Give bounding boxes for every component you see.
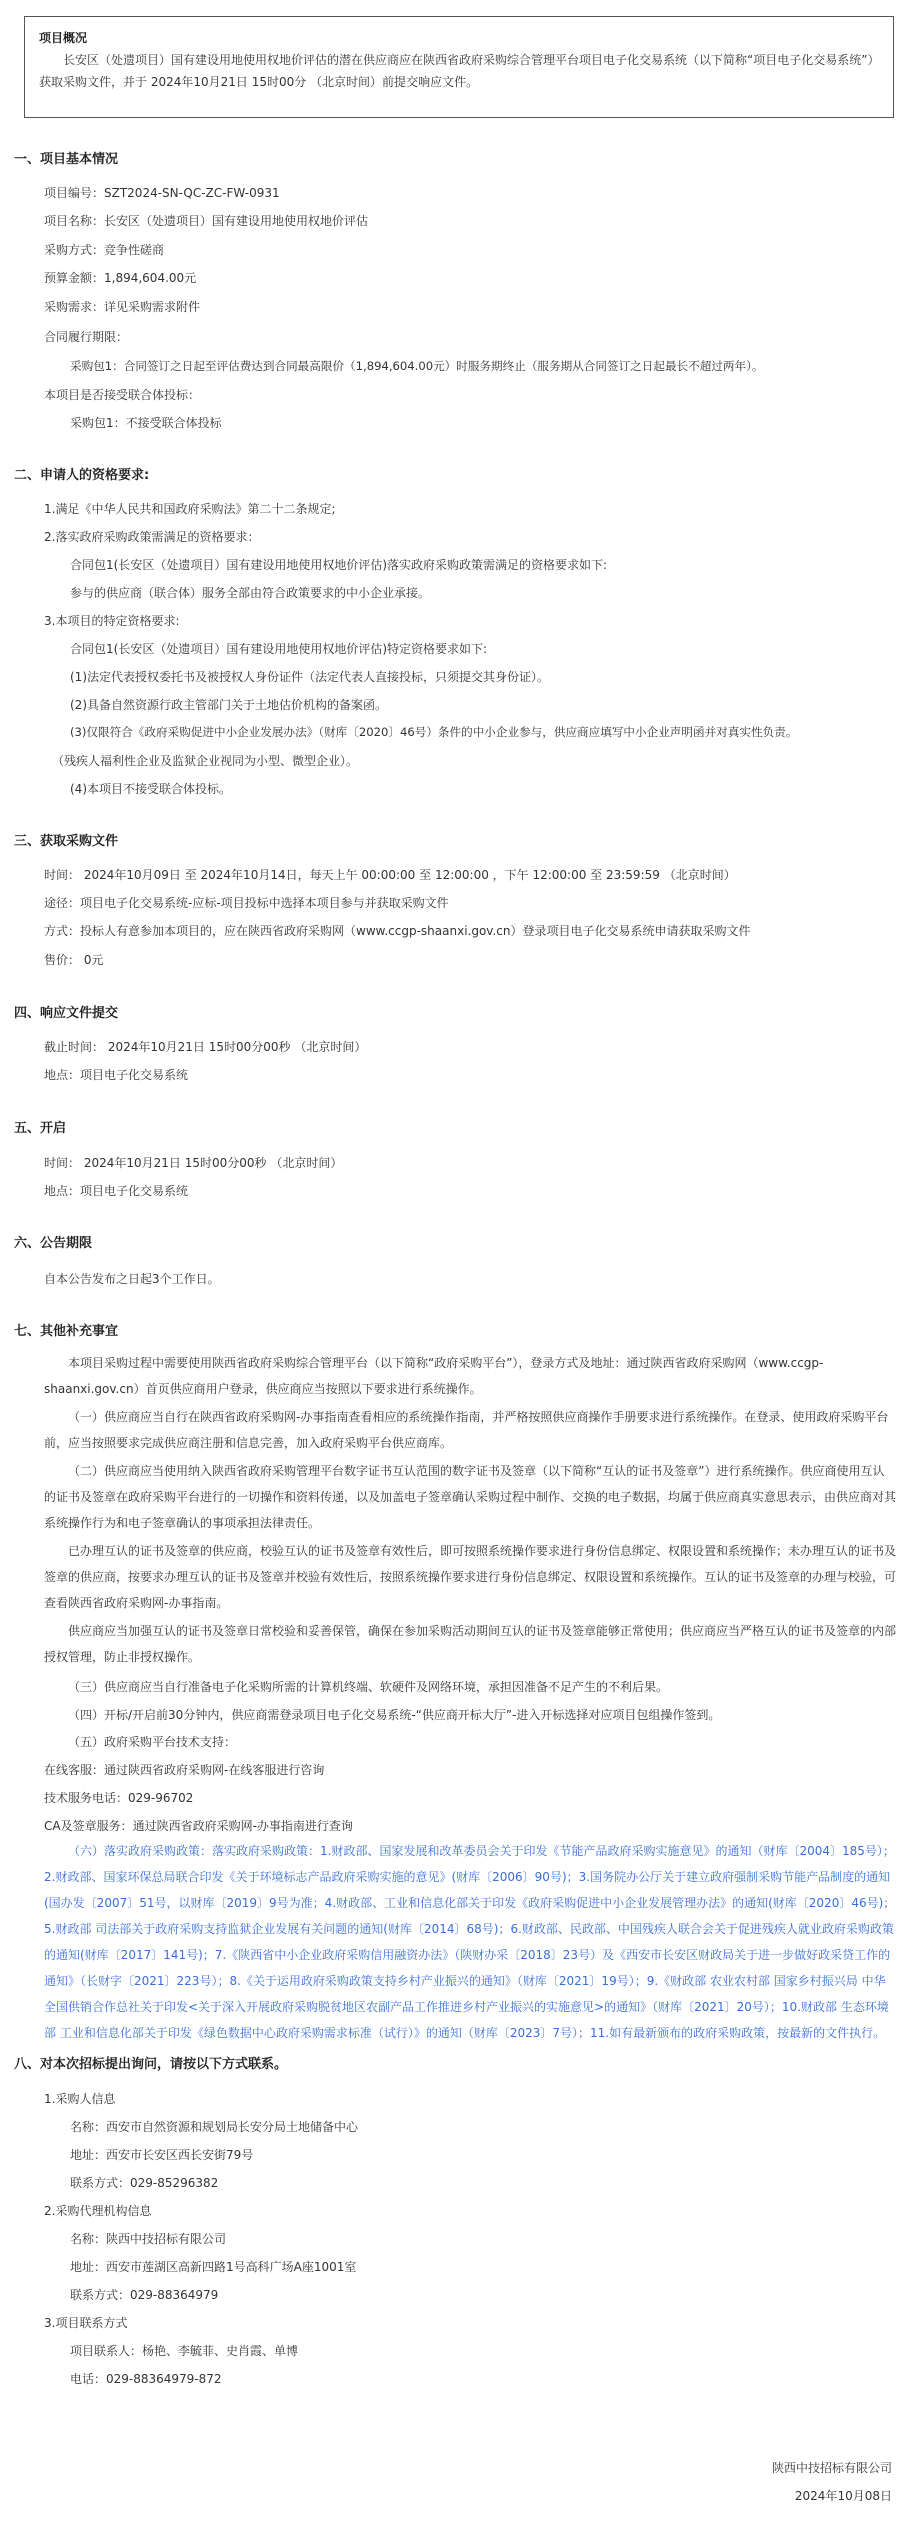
tech-phone: 技术服务电话：029-96702 bbox=[44, 1791, 194, 1805]
contract-term-detail: 采购包1：合同签订之日起至评估费达到合同最高限价（1,894,604.00元）时服务期终止（服务期从合同签订之日起最长不超过两年）。 bbox=[70, 359, 764, 373]
ca-service: CA及签章服务：通过陕西省政府采购网-办事指南进行查询 bbox=[44, 1819, 353, 1833]
contract-term-label: 合同履行期限： bbox=[44, 330, 129, 344]
section-6-title: 六、公告期限 bbox=[14, 1236, 93, 1251]
project-overview-box bbox=[24, 16, 894, 118]
req-2a: 合同包1(长安区（处遗项目）国有建设用地使用权地价评估)落实政府采购政策需满足的资格要求如下: bbox=[70, 558, 608, 572]
agency-phone: 联系方式：029-88364979 bbox=[70, 2288, 219, 2302]
opening-place: 地点：项目电子化交易系统 bbox=[44, 1184, 189, 1198]
signature-date: 2024年10月08日 bbox=[794, 2489, 892, 2503]
agency-address: 地址：西安市莲湖区高新四路1号高科广场A座1001室 bbox=[70, 2260, 357, 2274]
section-7-title: 七、其他补充事宜 bbox=[14, 1324, 119, 1339]
project-contact-heading: 3.项目联系方式 bbox=[44, 2316, 128, 2330]
online-service: 在线客服：通过陕西省政府采购网-在线客服进行咨询 bbox=[44, 1763, 325, 1777]
section-3-title: 三、获取采购文件 bbox=[14, 834, 119, 849]
req-3: 3.本项目的特定资格要求: bbox=[44, 614, 180, 628]
req-3e: （残疾人福利性企业及监狱企业视同为小型、微型企业）。 bbox=[52, 754, 359, 768]
req-3d: (3)仅限符合《政府采购促进中小企业发展办法》（财库〔2020〕46号）条件的中小企业参与，供应商应填写中小企业声明函并对真实性负责。 bbox=[70, 725, 798, 739]
req-3a: 合同包1(长安区（处遗项目）国有建设用地使用权地价评估)特定资格要求如下: bbox=[70, 642, 488, 656]
notice-period: 自本公告发布之日起3个工作日。 bbox=[44, 1272, 220, 1286]
purchaser-address: 地址：西安市长安区西长安街79号 bbox=[70, 2148, 254, 2162]
submit-deadline: 截止时间： 2024年10月21日 15时00分00秒 （北京时间） bbox=[44, 1040, 367, 1054]
req-2b: 参与的供应商（联合体）服务全部由符合政策要求的中小企业承接。 bbox=[70, 586, 431, 600]
purchaser-phone: 联系方式：029-85296382 bbox=[70, 2176, 219, 2190]
supplement-p7: （四）开标/开启前30分钟内，供应商需登录项目电子化交易系统-“供应商开标大厅”-进入开标选择对应项目包组操作签到。 bbox=[68, 1708, 721, 1722]
project-contact-persons: 项目联系人：杨艳、李毓菲、史肖霞、单博 bbox=[70, 2344, 299, 2358]
supplement-p4: 已办理互认的证书及签章的供应商，校验互认的证书及签章有效性后，即可按照系统操作要求进行身份信息绑定、权限设置和系统操作；未办理互认的证书及签章的供应商，按要求办理互认的证书及签章并校验有效性后，按照系统操作要求进行身份信息绑定、权限设置和系统操作。互认的证书及签章的办理与校验，可查看陕西省政府采购网-办事指南。 bbox=[44, 1544, 897, 1610]
agency-info-heading: 2.采购代理机构信息 bbox=[44, 2204, 152, 2218]
joint-bid-detail: 采购包1：不接受联合体投标 bbox=[70, 416, 222, 430]
submit-place: 地点：项目电子化交易系统 bbox=[44, 1068, 189, 1082]
acquire-channel: 途径：项目电子化交易系统-应标-项目投标中选择本项目参与并获取采购文件 bbox=[44, 896, 449, 910]
acquire-time: 时间： 2024年10月09日 至 2024年10月14日，每天上午 00:00:00 至 12:00:00 ，下午 12:00:00 至 23:59:59 （北京时间） bbox=[44, 868, 736, 882]
overview-title: 项目概况 bbox=[39, 31, 88, 45]
req-2: 2.落实政府采购政策需满足的资格要求： bbox=[44, 530, 260, 544]
project-name: 项目名称：长安区（处遗项目）国有建设用地使用权地价评估 bbox=[44, 214, 369, 228]
section-4-title: 四、响应文件提交 bbox=[14, 1006, 119, 1021]
policy-implementation: （六）落实政府采购政策：落实政府采购政策：1.财政部、国家发展和改革委员会关于印发《节能产品政府采购实施意见》的通知（财库〔2004〕185号）；2.财政部、国家环保总局联合印发《关于环境标志产品政府采购实施的意见》(财库〔2006〕90号)；3.国务院办公厅关于建立政府强制采购节能产品制度的通知(国办发〔2007〕51号，以财库〔2019〕9号为准；4.财政部、工业和信息化部关于印发《政府采购促进中小企业发展管理办法》的通知(财库〔2020〕46号)；5.财政部 司法部关于政府采购支持监狱企业发展有关问题的通知(财库〔2014〕68号)；6.财政部、民政部、中国残疾人联合会关于促进残疾人就业政府采购政策的通知(财库〔2017〕141号)；7.《陕西省中小企业政府采购信用融资办法》（陕财办采〔2018〕23号）及《西安市长安区财政局关于进一步做好政采贷工作的通知》（长财字〔2021〕223号）；8.《关于运用政府采购政策支持乡村产业振兴的通知》（财库〔2021〕19号）；9.《财政部 农业农村部 国家乡村振兴局 中华全国供销合作总社关于印发<关于深入开展政府采购脱贫地区农副产品工作推进乡村产业振兴的实施意见>的通知》（财库〔2021〕20号）；10.财政部 生态环境部 工业和信息化部关于印发《绿色数据中心政府采购需求标准（试行）》的通知（财库〔2023〕7号）；11.如有最新颁布的政府采购政策，按最新的文件执行。 bbox=[44, 1844, 896, 2040]
acquire-price: 售价： 0元 bbox=[44, 953, 104, 967]
budget-amount: 预算金额：1,894,604.00元 bbox=[44, 271, 197, 285]
section-8-title: 八、对本次招标提出询问，请按以下方式联系。 bbox=[14, 2057, 288, 2072]
signature-company: 陕西中技招标有限公司 bbox=[771, 2461, 892, 2475]
supplement-p1: 本项目采购过程中需要使用陕西省政府采购综合管理平台（以下简称“政府采购平台”），登录方式及地址：通过陕西省政府采购网（www.ccgp-shaanxi.gov.cn）首页供应商用户登录，供应商应当按照以下要求进行系统操作。 bbox=[44, 1356, 824, 1396]
req-3c: (2)具备自然资源行政主管部门关于土地估价机构的备案函。 bbox=[70, 698, 388, 712]
purchaser-name: 名称：西安市自然资源和规划局长安分局土地储备中心 bbox=[70, 2120, 359, 2134]
acquire-way: 方式：投标人有意参加本项目的，应在陕西省政府采购网（www.ccgp-shaanxi.gov.cn）登录项目电子化交易系统申请获取采购文件 bbox=[44, 924, 751, 938]
supplement-p3: （二）供应商应当使用纳入陕西省政府采购管理平台数字证书互认范围的数字证书及签章（以下简称“互认的证书及签章”）进行系统操作。供应商使用互认的证书及签章在政府采购平台进行的一切操作和资料传递，以及加盖电子签章确认采购过程中制作、交换的电子数据，均属于供应商真实意思表示，由供应商对其系统操作行为和电子签章确认的事项承担法律责任。 bbox=[44, 1464, 897, 1530]
purchaser-info-heading: 1.采购人信息 bbox=[44, 2092, 116, 2106]
req-1: 1.满足《中华人民共和国政府采购法》第二十二条规定; bbox=[44, 502, 336, 516]
section-5-title: 五、开启 bbox=[14, 1121, 67, 1136]
agency-name: 名称：陕西中技招标有限公司 bbox=[70, 2232, 227, 2246]
req-3b: (1)法定代表授权委托书及被授权人身份证件（法定代表人直接投标，只须提交其身份证）。 bbox=[70, 670, 550, 684]
section-2-title: 二、申请人的资格要求: bbox=[14, 468, 150, 483]
joint-bid-label: 本项目是否接受联合体投标： bbox=[44, 388, 201, 402]
procurement-demand: 采购需求：详见采购需求附件 bbox=[44, 300, 201, 314]
project-contact-phone: 电话：029-88364979-872 bbox=[70, 2372, 222, 2386]
section-1-title: 一、项目基本情况 bbox=[14, 152, 119, 167]
req-3f: (4)本项目不接受联合体投标。 bbox=[70, 782, 231, 796]
supplement-p6: （三）供应商应当自行准备电子化采购所需的计算机终端、软硬件及网络环境，承担因准备不足产生的不利后果。 bbox=[68, 1680, 669, 1694]
supplement-p2: （一）供应商应当自行在陕西省政府采购网-办事指南查看相应的系统操作指南，并严格按照供应商操作手册要求进行系统操作。在登录、使用政府采购平台前，应当按照要求完成供应商注册和信息完善，加入政府采购平台供应商库。 bbox=[44, 1410, 889, 1450]
opening-time: 时间： 2024年10月21日 15时00分00秒 （北京时间） bbox=[44, 1156, 343, 1170]
overview-body: 长安区（处遗项目）国有建设用地使用权地价评估的潜在供应商应在陕西省政府采购综合管理平台项目电子化交易系统（以下简称“项目电子化交易系统”）获取采购文件，并于 2024年10月21日 15时00分 （北京时间）前提交响应文件。 bbox=[39, 53, 874, 89]
procurement-method: 采购方式：竞争性磋商 bbox=[44, 243, 165, 257]
supplement-p5: 供应商应当加强互认的证书及签章日常校验和妥善保管，确保在参加采购活动期间互认的证书及签章能够正常使用；供应商应当严格互认的证书及签章的内部授权管理，防止非授权操作。 bbox=[44, 1624, 897, 1664]
project-number: 项目编号：SZT2024-SN-QC-ZC-FW-0931 bbox=[44, 186, 280, 200]
supplement-p8: （五）政府采购平台技术支持： bbox=[68, 1735, 237, 1749]
